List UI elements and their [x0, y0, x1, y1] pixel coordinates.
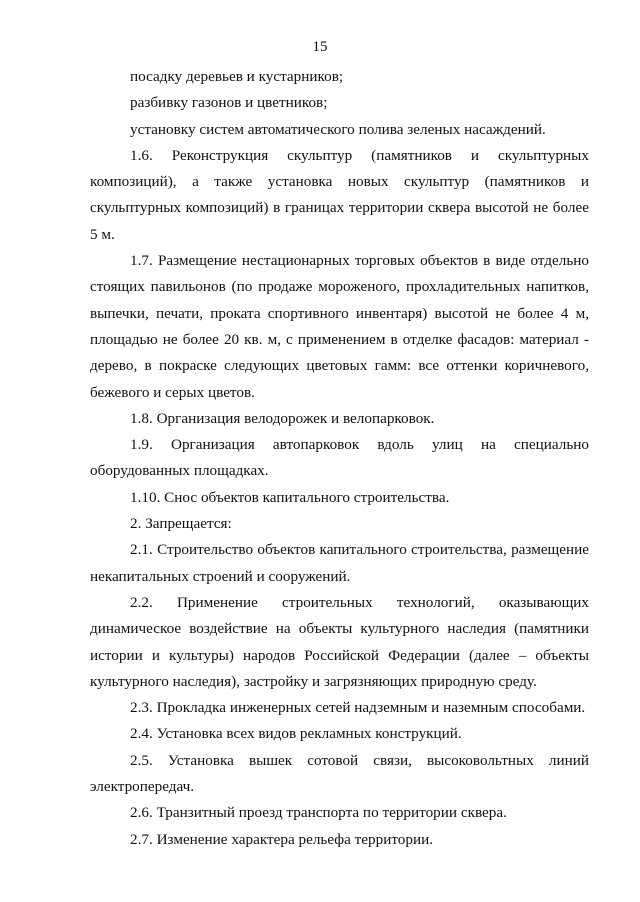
paragraph-2-6: 2.6. Транзитный проезд транспорта по территории сквера. — [130, 804, 507, 822]
paragraph-2-2: 2.2. Применение строительных технологий, оказывающих динамическое воздействие на объекты культурного наследия (памятники истории и культуры) народов Российской Федерации (далее – объекты культурного наследия), застройку и загрязняющих природную среду. — [90, 593, 589, 690]
paragraph-irrigation: установку систем автоматического полива зеленых насаждений. — [130, 120, 546, 138]
page-number: 15 — [312, 39, 328, 55]
paragraph-1-10: 1.10. Снос объектов капитального строительства. — [130, 488, 450, 506]
paragraph-2-1: 2.1. Строительство объектов капитального строительства, размещение некапитальных строений и сооружений. — [90, 541, 589, 585]
paragraph-2: 2. Запрещается: — [130, 515, 232, 533]
paragraph-1-8: 1.8. Организация велодорожек и велопарковок. — [130, 409, 435, 427]
paragraph-lawns: разбивку газонов и цветников; — [130, 94, 328, 112]
document-body — [90, 64, 589, 853]
paragraph-1-7: 1.7. Размещение нестационарных торговых объектов в виде отдельно стоящих павильонов (по продаже мороженого, прохладительных напитков, выпечки, печати, проката спортивного инвентаря) высотой не более 4 м, площадью не более 20 кв. м, с применением в отделке фасадов: материал - дерево, в покраске следующих цветовых гамм: все оттенки коричневого, бежевого и серых цветов. — [90, 252, 589, 401]
paragraph-2-4: 2.4. Установка всех видов рекламных конструкций. — [130, 725, 462, 743]
paragraph-2-5: 2.5. Установка вышек сотовой связи, высоковольтных линий электропередач. — [90, 751, 589, 796]
paragraph-planting: посадку деревьев и кустарников; — [130, 68, 344, 85]
paragraph-1-9: 1.9. Организация автопарковок вдоль улиц на специально оборудованных площадках. — [90, 436, 589, 480]
paragraph-2-3: 2.3. Прокладка инженерных сетей надземным и наземным способами. — [130, 699, 586, 717]
paragraph-1-6: 1.6. Реконструкция скульптур (памятников и скульптурных композиций), а также установка новых скульптур (памятников и скульптурных композиций) в границах территории сквера высотой не более 5 м. — [90, 146, 589, 243]
paragraph-2-7: 2.7. Изменение характера рельефа территории. — [130, 830, 434, 848]
